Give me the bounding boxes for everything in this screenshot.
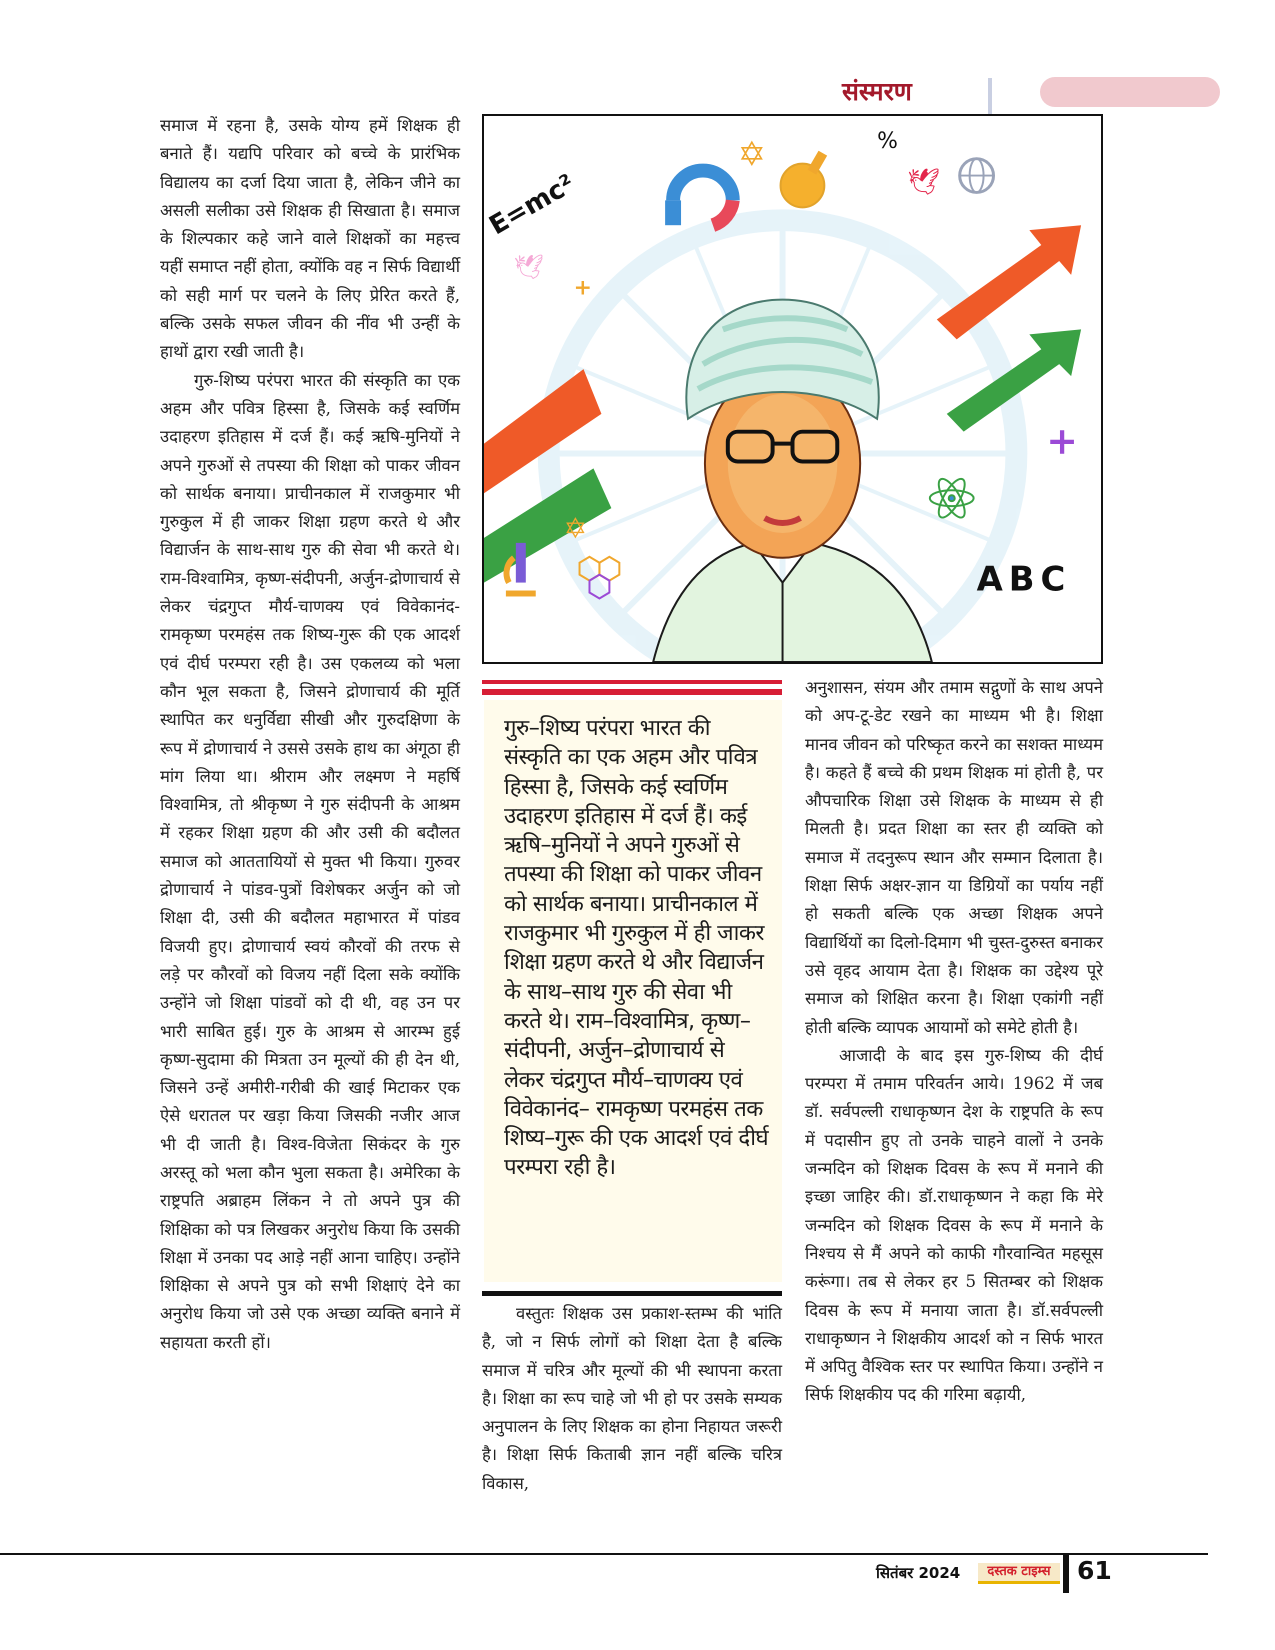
- dove-icon: 🕊: [513, 252, 545, 281]
- section-label: संस्मरण: [842, 77, 912, 106]
- bird-icon: 🕊: [906, 167, 940, 198]
- issue-date: सितंबर 2024: [876, 1564, 961, 1582]
- pull-quote-rule-bottom: [482, 1291, 782, 1296]
- footer-separator-bar: [1063, 1553, 1069, 1593]
- left-paragraph-1: समाज में रहना है, उसके योग्य हमें शिक्षक ही बनाते हैं। यद्यपि परिवार को बच्चे के प्रारंभिक विद्यालय का दर्जा दिया जाता है, लेकिन जीने का असली सलीका उसे शिक्षक ही सिखाता है। समाज के शिल्पकार कहे जाने वाले शिक्षकों का महत्त्व यहीं समाप्त नहीं होता, क्योंकि वह न सिर्फ विद्यार्थी को सही मार्ग पर चलने के लिए प्रेरित करते हैं, बल्कि उसके सफल जीवन की नींव भी उन्हीं के हाथों द्वारा रखी जाती है।: [160, 116, 460, 362]
- footer-rule: [0, 1553, 1208, 1555]
- left-column: [160, 112, 460, 1357]
- pull-quote-rule-top: [482, 680, 782, 684]
- percent-text: %: [877, 128, 898, 154]
- formula-text: E=mc²: [484, 168, 580, 242]
- plus-icon-small: +: [573, 274, 592, 301]
- star-icon: ✡: [737, 134, 767, 174]
- page-number: 61: [1077, 1556, 1112, 1585]
- header-divider: [988, 78, 992, 114]
- magazine-logo: दस्तक टाइम्स: [978, 1563, 1060, 1584]
- abc-text: ABC: [976, 559, 1072, 599]
- radhakrishnan-illustration: [482, 114, 1103, 664]
- header-decoration-pill: [1040, 77, 1220, 107]
- plus-icon: +: [1046, 418, 1078, 463]
- middle-paragraph-1: वस्तुतः शिक्षक उस प्रकाश-स्तम्भ की भांति है, जो न सिर्फ लोगों को शिक्षा देता है बल्कि समाज में चरित्र और मूल्यों की भी स्थापना करता है। शिक्षा का रूप चाहे जो भी हो पर उसके सम्यक अनुपालन के लिए शिक्षक का होना निहायत जरूरी है। शिक्षा सिर्फ किताबी ज्ञान नहीं बल्कि चरित्र विकास,: [482, 1304, 782, 1493]
- pull-quote-rule-top-thick: [482, 689, 782, 695]
- middle-column: [482, 1300, 782, 1498]
- star-icon-2: ✡: [563, 511, 587, 545]
- right-column: [805, 674, 1103, 1410]
- right-paragraph-1: अनुशासन, संयम और तमाम सद्गुणों के साथ अपने को अप-टू-डेट रखने का माध्यम भी है। शिक्षा मानव जीवन को परिष्कृत करने का सशक्त माध्यम है। कहते हैं बच्चे की प्रथम शिक्षक मां होती है, पर औपचारिक शिक्षा उसे शिक्षक के माध्यम से ही मिलती है। प्रदत शिक्षा का स्तर ही व्यक्ति को समाज में तदनुरूप स्थान और सम्मान दिलाता है। शिक्षा सिर्फ अक्षर-ज्ञान या डिग्रियों का पर्याय नहीं हो सकती बल्कि एक अच्छा शिक्षक अपने विद्यार्थियों का दिलो-दिमाग भी चुस्त-दुरुस्त बनाकर उसे वृहद आयाम देता है। शिक्षक का उद्देश्य पूरे समाज को शिक्षित करना है। शिक्षा एकांगी नहीं होती बल्कि व्यापक आयामों को समेटे होती है।: [805, 678, 1103, 1037]
- pull-quote-box: [484, 700, 782, 1282]
- illustration-svg: [484, 116, 1101, 662]
- left-paragraph-2: गुरु-शिष्य परंपरा भारत की संस्कृति का एक अहम और पवित्र हिस्सा है, जिसके कई स्वर्णिम उदाहरण इतिहास में दर्ज हैं। कई ऋषि-मुनियों ने अपने गुरुओं से तपस्या की शिक्षा को पाकर जीवन को सार्थक बनाया। प्राचीनकाल में राजकुमार भी गुरुकुल में ही जाकर शिक्षा ग्रहण करते थे और विद्यार्जन के साथ-साथ गुरु की सेवा भी करते थे। राम-विश्वामित्र, कृष्ण-संदीपनी, अर्जुन-द्रोणाचार्य से लेकर चंद्रगुप्त मौर्य-चाणक्य एवं विवेकानंद-रामकृष्ण परमहंस तक शिष्य-गुरू की एक आदर्श एवं दीर्घ परम्परा रही है। उस एकलव्य को भला कौन भूल सकता है, जिसने द्रोणाचार्य की मूर्ति स्थापित कर धनुर्विद्या सीखी और गुरुदक्षिणा के रूप में द्रोणाचार्य ने उससे उसके हाथ का अंगूठा ही मांग लिया था। श्रीराम और लक्ष्मण ने महर्षि विश्वामित्र, तो श्रीकृष्ण ने गुरु संदीपनी के आश्रम में रहकर शिक्षा ग्रहण की और उसी की बदौलत समाज को आततायियों से मुक्त भी किया। गुरुवर द्रोणाचार्य ने पांडव-पुत्रों विशेषकर अर्जुन को जो शिक्षा दी, उसी की बदौलत महाभारत में पांडव विजयी हुए। द्रोणाचार्य स्वयं कौरवों की तरफ से लड़े पर कौरवों को विजय नहीं दिला सके क्योंकि उन्होंने जो शिक्षा पांडवों को दी थी, वह उन पर भारी साबित हुई। गुरु के आश्रम से आरम्भ हुई कृष्ण-सुदामा की मित्रता उन मूल्यों की ही देन थी, जिसने उन्हें अमीरी-गरीबी की खाई मिटाकर एक ऐसे धरातल पर खड़ा किया जिसकी नजीर आज भी दी जाती है। विश्व-विजेता सिकंदर के गुरु अरस्तू को भला कौन भुला सकता है। अमेरिका के राष्ट्रपति अब्राहम लिंकन ने तो अपने पुत्र की शिक्षिका को पत्र लिखकर अनुरोध किया कि उसकी शिक्षा में उनका पद आड़े नहीं आना चाहिए। उन्होंने शिक्षिका से अपने पुत्र को सभी शिक्षाएं देने का अनुरोध किया जो उसे एक अच्छा व्यक्ति बनाने में सहायता करती हों।: [160, 370, 460, 1352]
- pull-quote-text: गुरु–शिष्य परंपरा भारत की संस्कृति का एक अहम और पवित्र हिस्सा है, जिसके कई स्वर्णिम उदाहरण इतिहास में दर्ज हैं। कई ऋषि–मुनियों ने अपने गुरुओं से तपस्या की शिक्षा को पाकर जीवन को सार्थक बनाया। प्राचीनकाल में राजकुमार भी गुरुकुल में ही जाकर शिक्षा ग्रहण करते थे और विद्यार्जन के साथ–साथ गुरु की सेवा भी करते थे। राम–विश्वामित्र, कृष्ण–संदीपनी, अर्जुन–द्रोणाचार्य से लेकर चंद्रगुप्त मौर्य–चाणक्य एवं विवेकानंद– रामकृष्ण परमहंस तक शिष्य–गुरू की एक आदर्श एवं दीर्घ परम्परा रही है।: [504, 715, 769, 1181]
- right-paragraph-2: आजादी के बाद इस गुरु-शिष्य की दीर्घ परम्परा में तमाम परिवर्तन आये। 1962 में जब डॉ. सर्वपल्ली राधाकृष्णन देश के राष्ट्रपति के रूप में पदासीन हुए तो उनके चाहने वालों ने उनके जन्मदिन को शिक्षक दिवस के रूप में मनाने की इच्छा जाहिर की। डॉ.राधाकृष्णन ने कहा कि मेरे जन्मदिन को शिक्षक दिवस के रूप में मनाने के निश्चय से मैं अपने को काफी गौरवान्वित महसूस करूंगा। तब से लेकर हर 5 सितम्बर को शिक्षक दिवस के रूप में मनाया जाता है। डॉ.सर्वपल्ली राधाकृष्णन ने शिक्षकीय आदर्श को न सिर्फ भारत में अपितु वैश्विक स्तर पर स्थापित किया। उन्होंने न सिर्फ शिक्षकीय पद की गरिमा बढ़ायी,: [805, 1045, 1103, 1405]
